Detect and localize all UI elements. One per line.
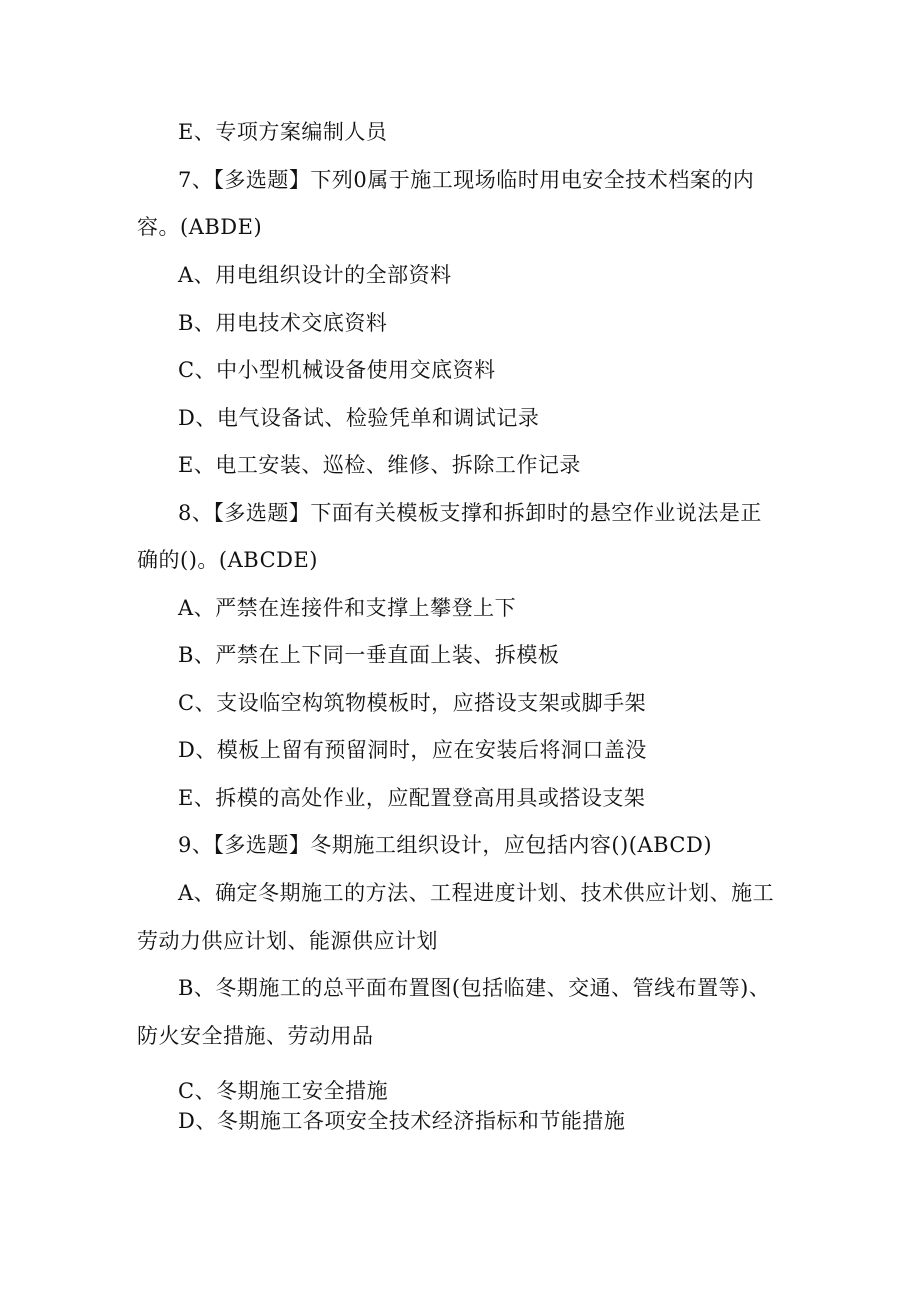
option-c-q8: C、支设临空构筑物模板时，应搭设支架或脚手架 (178, 691, 647, 715)
option-a-q9-cont: 劳动力供应计划、能源供应计划 (137, 929, 438, 953)
option-b-q7: B、用电技术交底资料 (178, 311, 388, 335)
option-e-q8: E、拆模的高处作业，应配置登高用具或搭设支架 (178, 786, 646, 810)
question-8: 8、【多选题】下面有关模板支撑和拆卸时的悬空作业说法是正 (178, 501, 762, 525)
option-b-q8: B、严禁在上下同一垂直面上装、拆模板 (178, 643, 560, 667)
option-c-q7: C、中小型机械设备使用交底资料 (178, 358, 496, 382)
option-d-q8: D、模板上留有预留洞时，应在安装后将洞口盖没 (178, 738, 647, 762)
option-e-q7: E、电工安装、巡检、维修、拆除工作记录 (178, 453, 581, 477)
question-7-cont: 容。(ABDE) (137, 215, 263, 239)
option-b-q9: B、冬期施工的总平面布置图(包括临建、交通、管线布置等)、 (178, 976, 771, 1000)
option-a-q8: A、严禁在连接件和支撑上攀登上下 (178, 596, 517, 620)
option-d-q7: D、电气设备试、检验凭单和调试记录 (178, 406, 540, 430)
question-8-cont: 确的()。(ABCDE) (137, 548, 318, 572)
option-a-q9: A、确定冬期施工的方法、工程进度计划、技术供应计划、施工 (178, 881, 775, 905)
option-d-q9: D、冬期施工各项安全技术经济指标和节能措施 (178, 1109, 626, 1133)
option-c-q9: C、冬期施工安全措施 (178, 1079, 389, 1103)
option-a-q7: A、用电组织设计的全部资料 (178, 263, 452, 287)
question-7: 7、【多选题】下列0属于施工现场临时用电安全技术档案的内 (178, 168, 755, 192)
option-b-q9-cont: 防火安全措施、劳动用品 (137, 1024, 374, 1048)
question-9: 9、【多选题】冬期施工组织设计，应包括内容()(ABCD) (178, 833, 713, 857)
option-e-q6: E、专项方案编制人员 (178, 120, 388, 144)
